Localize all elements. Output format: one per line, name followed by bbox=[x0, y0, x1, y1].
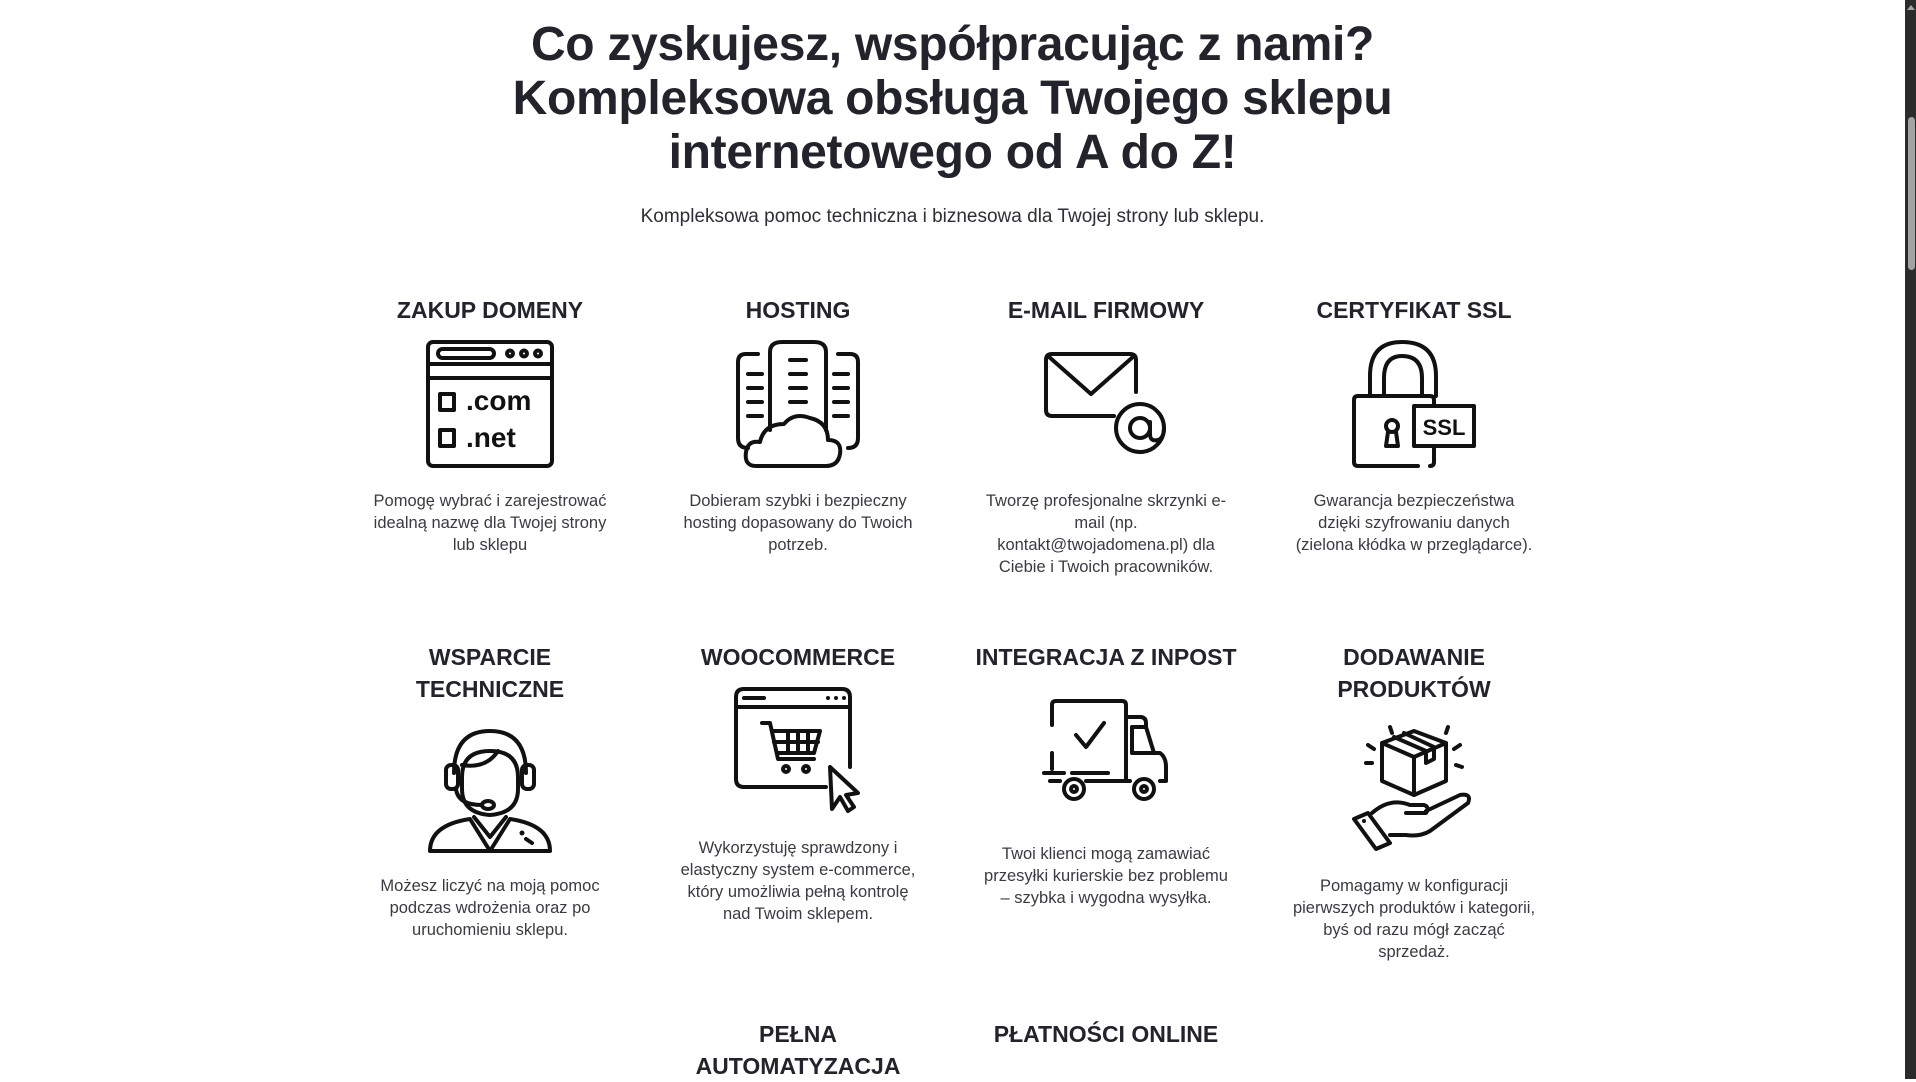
feature-description: Pomagamy w konfiguracji pierwszych produktów i kategorii, byś od razu mógł zacząć sprzedaż. bbox=[1292, 877, 1536, 961]
feature-email bbox=[952, 294, 1260, 578]
feature-ssl bbox=[1260, 294, 1568, 556]
title-line-3: internetowego od A do Z! bbox=[668, 126, 1237, 179]
feature-heading: ZAKUP DOMENY bbox=[396, 297, 584, 323]
feature-woocommerce bbox=[644, 641, 952, 925]
feature-description: Twoi klienci mogą zamawiać przesyłki kurierskie bez problemu – szybka i wygodna wysyłka. bbox=[984, 845, 1228, 907]
feature-description: Pomogę wybrać i zarejestrować idealną nazwę dla Twojej strony lub sklepu bbox=[373, 492, 607, 554]
page-subtitle: Kompleksowa pomoc techniczna i biznesowa dla Twojej strony lub sklepu. bbox=[640, 206, 1265, 227]
svg-text:SSL: SSL bbox=[1422, 415, 1466, 440]
feature-inpost bbox=[952, 641, 1260, 909]
page-title bbox=[0, 18, 1905, 180]
feature-description: Możesz liczyć na moją pomoc podczas wdrożenia oraz po uruchomieniu sklepu. bbox=[380, 877, 600, 939]
scrollbar-thumb[interactable] bbox=[1908, 117, 1915, 270]
envelope-at-icon bbox=[1042, 340, 1170, 468]
vertical-scrollbar[interactable] bbox=[1905, 0, 1916, 1079]
title-line-2: Kompleksowa obsługa Twojego sklepu bbox=[512, 72, 1393, 125]
feature-heading: HOSTING bbox=[745, 297, 851, 323]
support-agent-headset-icon bbox=[426, 725, 554, 853]
feature-description: Dobieram szybki i bezpieczny hosting dopasowany do Twoich potrzeb. bbox=[683, 492, 913, 554]
title-line-1: Co zyskujesz, współpracując z nami? bbox=[530, 18, 1375, 71]
feature-automation bbox=[644, 1018, 952, 1082]
delivery-truck-check-icon bbox=[1042, 693, 1170, 821]
feature-heading: WOOCOMMERCE bbox=[700, 644, 896, 670]
feature-heading: WSPARCIE TECHNICZNE bbox=[415, 644, 565, 702]
domain-browser-icon bbox=[426, 340, 554, 468]
feature-heading: DODAWANIE PRODUKTÓW bbox=[1337, 644, 1491, 702]
browser-cart-cursor-icon bbox=[734, 687, 862, 815]
feature-description: Wykorzystuję sprawdzony i elastyczny system e-commerce, który umożliwia pełną kontrolę nad Twoim sklepem. bbox=[680, 839, 916, 923]
padlock-ssl-icon bbox=[1350, 340, 1478, 468]
feature-support bbox=[336, 641, 644, 941]
feature-description: Tworzę profesjonalne skrzynki e-mail (np. kontakt@twojadomena.pl) dla Ciebie i Twoich pracowników. bbox=[985, 492, 1227, 576]
scroll-up-arrow-icon[interactable] bbox=[1907, 5, 1915, 10]
feature-products bbox=[1260, 641, 1568, 963]
feature-heading: CERTYFIKAT SSL bbox=[1316, 297, 1512, 323]
hand-box-icon bbox=[1350, 725, 1478, 853]
feature-domain bbox=[336, 294, 644, 556]
feature-online-payments bbox=[952, 1018, 1260, 1050]
feature-heading: PŁATNOŚCI ONLINE bbox=[993, 1021, 1219, 1047]
feature-description: Gwarancja bezpieczeństwa dzięki szyfrowaniu danych (zielona kłódka w przeglądarce). bbox=[1295, 492, 1533, 554]
svg-text:.net: .net bbox=[466, 422, 516, 453]
svg-text:.com: .com bbox=[466, 385, 532, 416]
feature-heading: INTEGRACJA Z INPOST bbox=[975, 644, 1237, 670]
feature-hosting bbox=[644, 294, 952, 556]
feature-heading: E-MAIL FIRMOWY bbox=[1007, 297, 1205, 323]
server-cloud-icon bbox=[734, 340, 862, 468]
feature-heading: PEŁNA AUTOMATYZACJA bbox=[695, 1021, 901, 1079]
